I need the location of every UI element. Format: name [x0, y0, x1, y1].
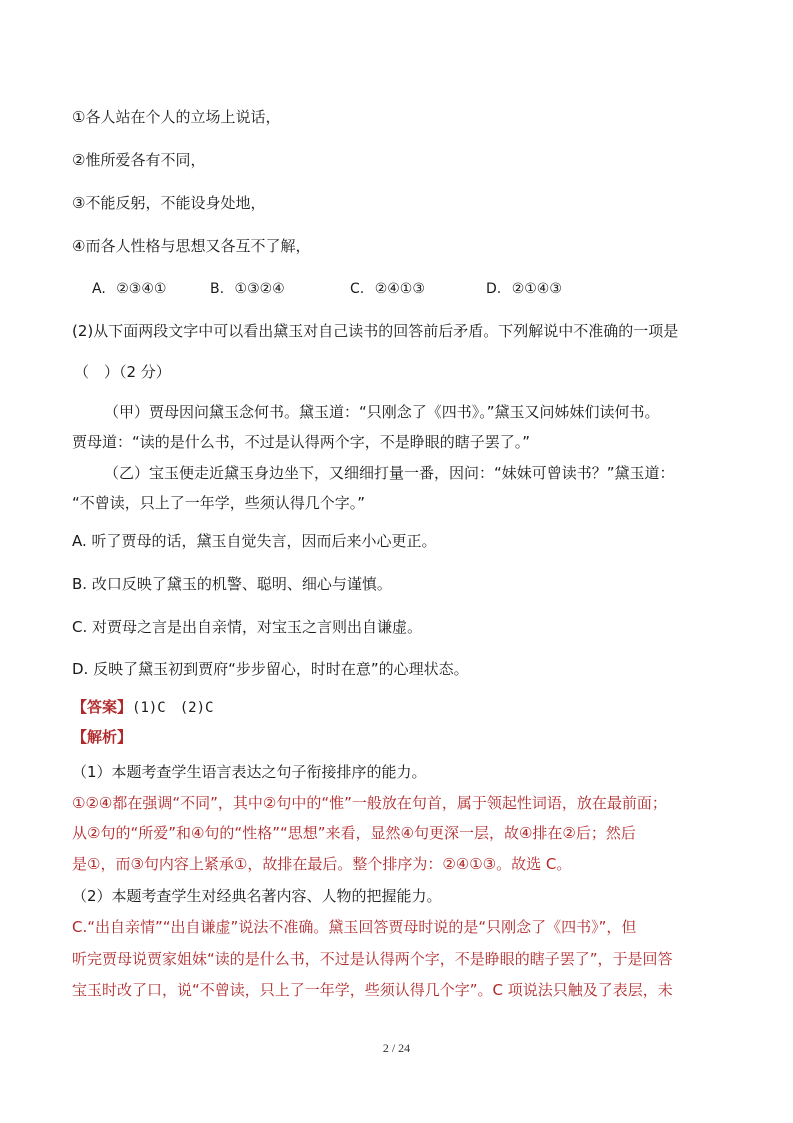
passage-a-line-2: 贾母道：“读的是什么书，不过是认得两个字，不是睁眼的瞎子罢了。” [72, 433, 531, 451]
option-b [210, 279, 285, 299]
q2-answer-bracket: （ ）（2 分） [74, 363, 171, 381]
passage-a-line-1: （甲）贾母因问黛玉念何书。黛玉道：“只刚念了《四书》。”黛玉又问姊妹们读何书。 [104, 403, 660, 421]
option-a-label: A. [92, 281, 106, 297]
choice-b: B. 改口反映了黛玉的机警、聪明、细心与谨慎。 [72, 575, 392, 593]
analysis-part1-line-1: ①②④都在强调“不同”，其中②句中的“惟”一般放在句首，属于领起性词语，放在最前面； [72, 794, 667, 812]
passage-b-line-1: （乙）宝玉便走近黛玉身边坐下，又细细打量一番，因问：“妹妹可曾读书？”黛玉道： [104, 464, 675, 482]
passage-b-line-2: “不曾读，只上了一年学，些须认得几个字。” [72, 494, 366, 512]
option-b-text: ①③②④ [234, 281, 285, 297]
option-d [486, 279, 562, 299]
analysis-part2-line-3: 宝玉时改了口，说“不曾读，只上了一年学，些须认得几个字”。C 项说法只触及了表层，未 [72, 981, 673, 999]
analysis-part2-line-2: 听完贾母说贾家姐妹“读的是什么书，不过是认得两个字，不是睁眼的瞎子罢了”，于是回答 [72, 950, 673, 968]
analysis-part2-line-1: C.“出自亲情”“出自谦虚”说法不准确。黛玉回答贾母时说的是“只刚念了《四书》”，但 [72, 918, 637, 936]
sentence-item-3: ③不能反躬，不能设身处地， [72, 194, 266, 212]
option-d-label: D. [486, 281, 502, 297]
answer-text: (1)C (2)C [132, 700, 214, 716]
choice-c: C. 对贾母之言是出自亲情，对宝玉之言则出自谦虚。 [72, 618, 423, 636]
page-number: 2 / 24 [382, 1041, 411, 1055]
analysis-part1-line-3: 是①，而③句内容上紧承①，故排在最后。整个排序为：②④①③。故选 C。 [72, 855, 572, 873]
analysis-part2-intro: （2）本题考查学生对经典名著内容、人物的把握能力。 [72, 887, 442, 905]
choice-d: D. 反映了黛玉初到贾府“步步留心，时时在意”的心理状态。 [72, 660, 469, 678]
option-c-label: C. [350, 281, 365, 297]
analysis-part1-intro: （1）本题考查学生语言表达之句子衔接排序的能力。 [72, 763, 427, 781]
option-a [92, 279, 166, 299]
answer-line [72, 697, 213, 718]
choice-a: A. 听了贾母的话，黛玉自觉失言，因而后来小心更正。 [72, 532, 437, 550]
sentence-item-4: ④而各人性格与思想又各互不了解， [72, 237, 311, 255]
option-c-text: ②④①③ [374, 281, 425, 297]
option-a-text: ②③④① [116, 281, 167, 297]
analysis-label: 【解析】 [72, 728, 133, 746]
option-b-label: B. [210, 281, 225, 297]
sentence-item-1: ①各人站在个人的立场上说话， [72, 108, 281, 126]
sentence-item-2: ②惟所爱各有不同， [72, 151, 206, 169]
option-d-text: ②①④③ [511, 281, 562, 297]
answer-label: 【答案】 [72, 698, 133, 716]
option-c [350, 279, 425, 299]
q2-stem: (2)从下面两段文字中可以看出黛玉对自己读书的回答前后矛盾。下列解说中不准确的一项是 [72, 322, 679, 340]
analysis-part1-line-2: 从②句的“所爱”和④句的“性格”“思想”来看，显然④句更深一层，故④排在②后；然后 [72, 824, 636, 842]
